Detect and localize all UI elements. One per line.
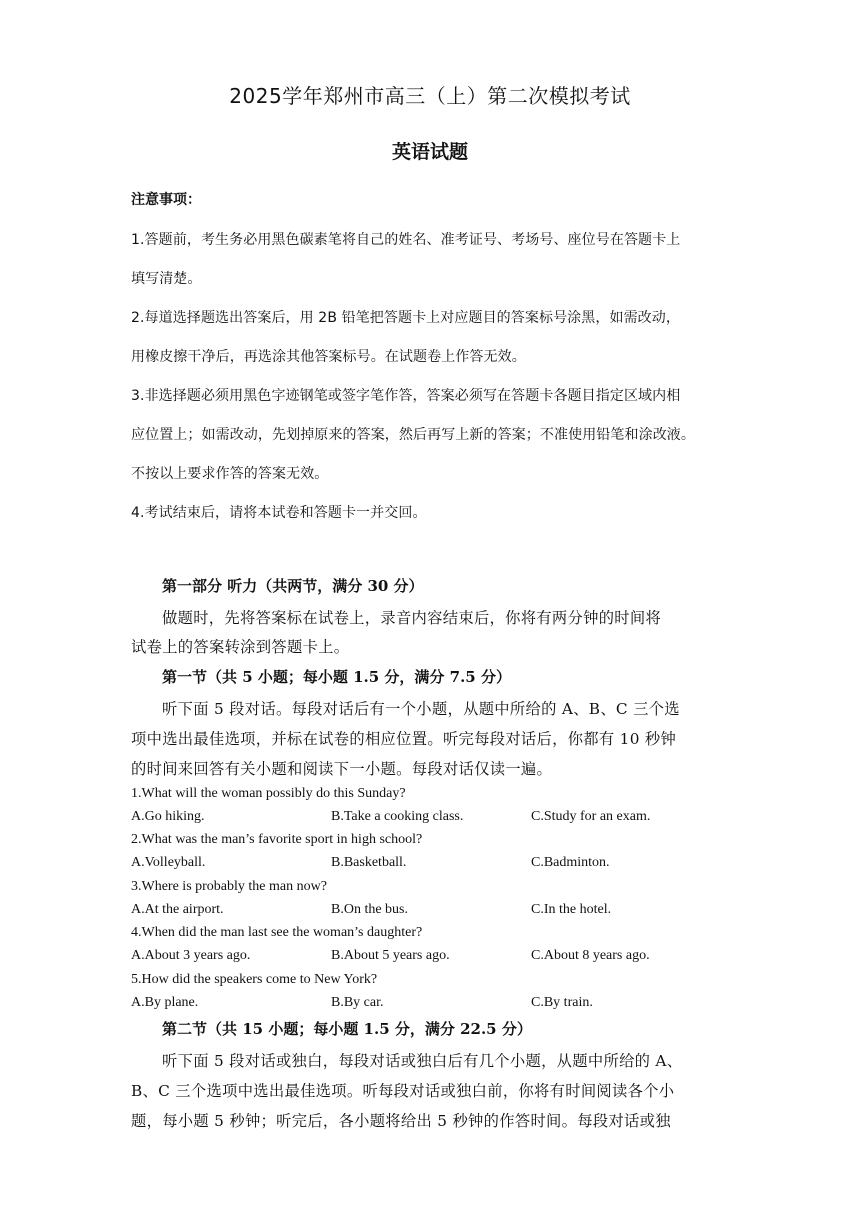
option-b: B.Take a cooking class. xyxy=(331,809,464,824)
option-a: A.By plane. xyxy=(131,995,199,1010)
option-c: C.About 8 years ago. xyxy=(531,948,650,963)
question-5: 5.How did the speakers come to New York? xyxy=(131,972,378,987)
option-c: C.Badminton. xyxy=(531,855,610,870)
part1-intro-line: 试卷上的答案转涂到答题卡上。 xyxy=(131,638,350,656)
section1-intro-line: 项中选出最佳选项，并标在试卷的相应位置。听完每段对话后，你都有 10 秒钟 xyxy=(131,730,677,748)
option-c: C.Study for an exam. xyxy=(531,809,651,824)
option-b: B.About 5 years ago. xyxy=(331,948,450,963)
question-4: 4.When did the man last see the woman’s daughter? xyxy=(131,925,423,940)
option-c: C.By train. xyxy=(531,995,593,1010)
notice-line: 填写清楚。 xyxy=(131,271,202,287)
section1-intro-line: 的时间来回答有关小题和阅读下一小题。每段对话仅读一遍。 xyxy=(131,760,553,778)
section1-intro-line: 听下面 5 段对话。每段对话后有一个小题，从题中所给的 A、B、C 三个选 xyxy=(162,700,680,718)
notice-line: 4.考试结束后，请将本试卷和答题卡一并交回。 xyxy=(131,505,427,521)
part1-intro-line: 做题时，先将答案标在试卷上，录音内容结束后，你将有两分钟的时间将 xyxy=(162,609,662,627)
option-c: C.In the hotel. xyxy=(531,902,612,917)
option-b: B.Basketball. xyxy=(331,855,407,870)
exam-title: 2025学年郑州市高三（上）第二次模拟考试 xyxy=(229,84,631,108)
notice-line: 用橡皮擦干净后，再选涂其他答案标号。在试题卷上作答无效。 xyxy=(131,349,526,365)
option-a: A.About 3 years ago. xyxy=(131,948,251,963)
section2-heading: 第二节（共 15 小题；每小题 1.5 分，满分 22.5 分） xyxy=(162,1020,532,1038)
option-a: A.At the airport. xyxy=(131,902,224,917)
option-b: B.By car. xyxy=(331,995,384,1010)
notice-line: 应位置上；如需改动，先划掉原来的答案，然后再写上新的答案；不准使用铅笔和涂改液。 xyxy=(131,427,695,443)
notice-line: 3.非选择题必须用黑色字迹钢笔或签字笔作答，答案必须写在答题卡各题目指定区域内相 xyxy=(131,388,681,404)
option-a: A.Go hiking. xyxy=(131,809,205,824)
section1-heading: 第一节（共 5 小题；每小题 1.5 分，满分 7.5 分） xyxy=(162,668,511,686)
exam-subject: 英语试题 xyxy=(391,141,468,163)
notice-line: 不按以上要求作答的答案无效。 xyxy=(131,466,329,482)
notice-line: 1.答题前，考生务必用黑色碳素笔将自己的姓名、准考证号、考场号、座位号在答题卡上 xyxy=(131,232,681,248)
notice-line: 2.每道选择题选出答案后，用 2B 铅笔把答题卡上对应题目的答案标号涂黑，如需改动， xyxy=(131,310,680,326)
section2-intro-line: 题，每小题 5 秒钟；听完后，各小题将给出 5 秒钟的作答时间。每段对话或独 xyxy=(131,1112,671,1130)
notice-heading: 注意事项： xyxy=(131,192,201,208)
part1-heading: 第一部分 听力（共两节，满分 30 分） xyxy=(162,577,424,595)
option-a: A.Volleyball. xyxy=(131,855,206,870)
section2-intro-line: B、C 三个选项中选出最佳选项。听每段对话或独白前，你将有时间阅读各个小 xyxy=(131,1082,675,1100)
section2-intro-line: 听下面 5 段对话或独白，每段对话或独白后有几个小题，从题中所给的 A、 xyxy=(162,1052,683,1070)
option-b: B.On the bus. xyxy=(331,902,408,917)
question-3: 3.Where is probably the man now? xyxy=(131,879,327,894)
question-1: 1.What will the woman possibly do this Sunday? xyxy=(131,786,406,801)
question-2: 2.What was the man’s favorite sport in high school? xyxy=(131,832,423,847)
